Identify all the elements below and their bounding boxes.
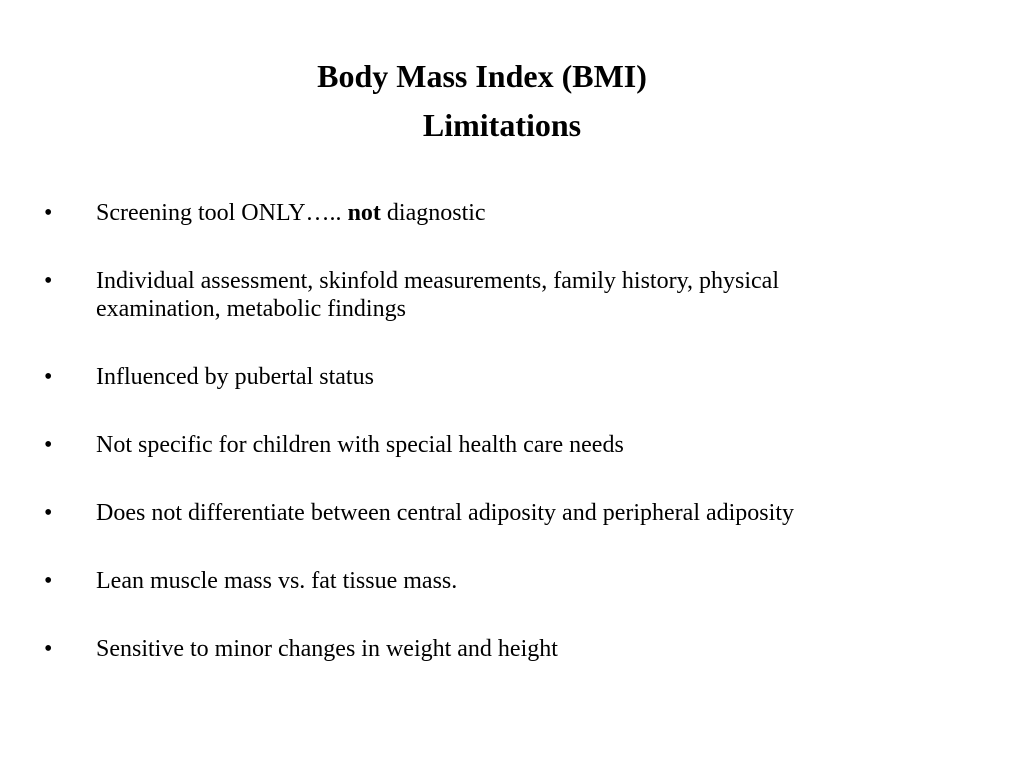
bullet-text-line: Individual assessment, skinfold measurements, family history, physical [96, 268, 779, 294]
bullet-icon: • [44, 268, 53, 294]
bullet-text: Does not differentiate between central adiposity and peripheral adiposity [96, 500, 794, 526]
bullet-icon: • [44, 568, 53, 594]
bullet-text-emphasis: not [347, 200, 381, 226]
bullet-text-part: Screening tool ONLY….. [96, 200, 348, 226]
bullet-icon: • [44, 200, 53, 226]
bullet-text: Influenced by pubertal status [96, 364, 374, 390]
slide-subtitle: Limitations [422, 107, 582, 143]
bullet-text [96, 267, 976, 323]
bullet-icon: • [44, 364, 53, 390]
bullet-text-line: examination, metabolic findings [96, 296, 406, 322]
bullet-text: Sensitive to minor changes in weight and height [96, 636, 558, 662]
bullet-icon: • [44, 432, 53, 458]
bullet-text [96, 199, 976, 227]
slide-title: Body Mass Index (BMI) [317, 58, 647, 94]
bullet-text: Not specific for children with special health care needs [96, 432, 624, 458]
bullet-icon: • [44, 500, 53, 526]
bullet-text-part: diagnostic [380, 200, 486, 226]
bullet-icon: • [44, 636, 53, 662]
bullet-text: Lean muscle mass vs. fat tissue mass. [96, 568, 458, 594]
